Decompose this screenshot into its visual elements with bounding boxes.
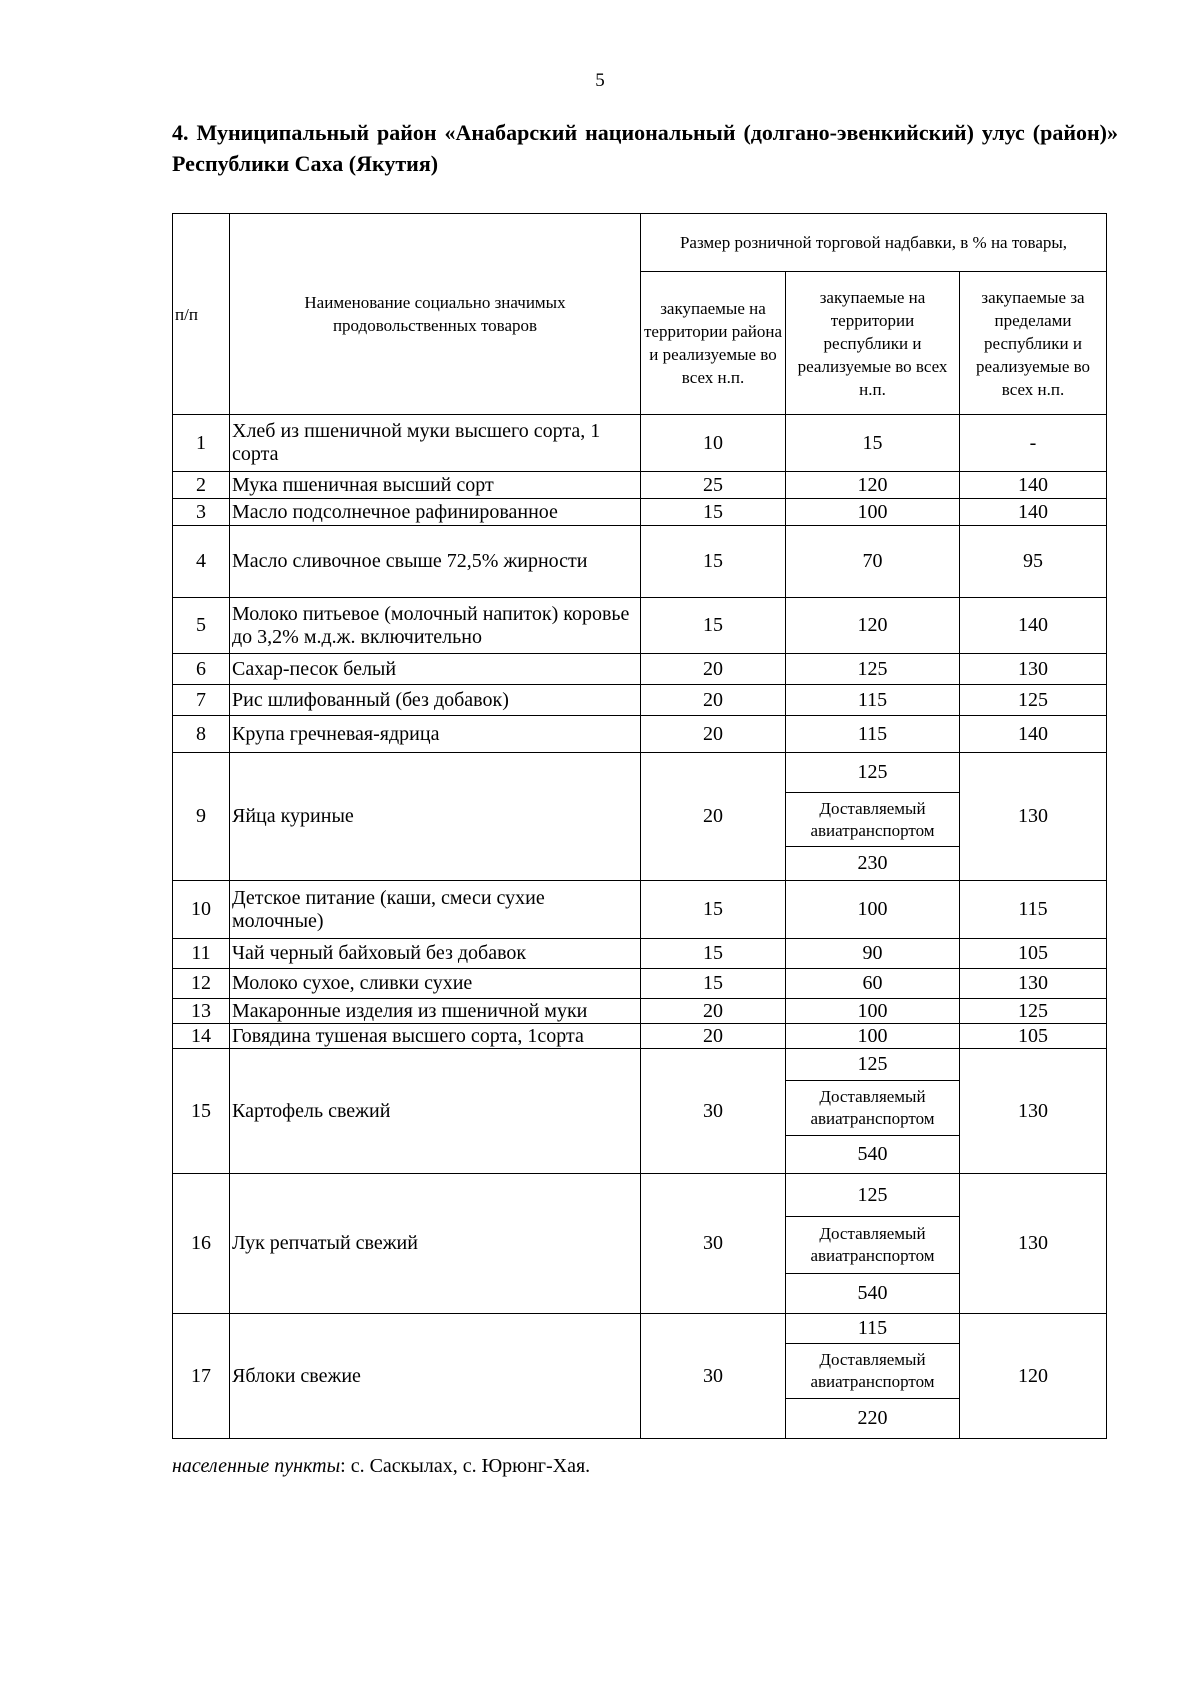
row-product-name: Масло сливочное свыше 72,5% жирности (230, 526, 641, 598)
row-product-name: Картофель свежий (230, 1049, 641, 1174)
row-value-outside: 130 (960, 753, 1107, 881)
row-value-outside: 130 (960, 1049, 1107, 1174)
row-value-district: 15 (641, 939, 786, 969)
markup-table-body (173, 214, 1107, 1439)
row-value-district: 20 (641, 654, 786, 685)
table-row (173, 472, 1107, 499)
table-header-row (173, 214, 1107, 272)
row-value-outside: 125 (960, 999, 1107, 1024)
row-value-district: 15 (641, 598, 786, 654)
row-number: 14 (173, 1024, 230, 1049)
header-col1: закупаемые на территории района и реализуемые во всех н.п. (641, 272, 786, 415)
row-value-republic: 120 (786, 472, 960, 499)
row-value-outside: 120 (960, 1314, 1107, 1439)
table-row (173, 654, 1107, 685)
row-value-outside: 115 (960, 881, 1107, 939)
row-product-name: Сахар-песок белый (230, 654, 641, 685)
table-row (173, 939, 1107, 969)
table-row (173, 999, 1107, 1024)
table-row (173, 753, 1107, 793)
row-air-delivery-label: Доставляемый авиатранспортом (786, 1344, 960, 1399)
row-product-name: Детское питание (каши, смеси сухие молочные) (230, 881, 641, 939)
row-product-name: Макаронные изделия из пшеничной муки (230, 999, 641, 1024)
table-row (173, 881, 1107, 939)
table-row (173, 1314, 1107, 1344)
table-row (173, 598, 1107, 654)
table-row (173, 499, 1107, 526)
row-number: 4 (173, 526, 230, 598)
row-value-outside: 95 (960, 526, 1107, 598)
row-air-delivery-label: Доставляемый авиатранспортом (786, 1217, 960, 1274)
row-value-republic: 90 (786, 939, 960, 969)
row-value-outside: - (960, 415, 1107, 472)
row-value-district: 20 (641, 685, 786, 716)
row-value-air-delivery: 220 (786, 1399, 960, 1439)
row-number: 17 (173, 1314, 230, 1439)
row-product-name: Крупа гречневая-ядрица (230, 716, 641, 753)
row-value-republic: 70 (786, 526, 960, 598)
header-name: Наименование социально значимых продовольственных товаров (230, 214, 641, 415)
row-value-republic: 125 (786, 1174, 960, 1217)
table-row (173, 415, 1107, 472)
row-product-name: Чай черный байховый без добавок (230, 939, 641, 969)
row-value-republic: 115 (786, 685, 960, 716)
row-value-district: 30 (641, 1049, 786, 1174)
row-value-district: 15 (641, 499, 786, 526)
row-value-district: 10 (641, 415, 786, 472)
row-value-republic: 100 (786, 999, 960, 1024)
row-number: 12 (173, 969, 230, 999)
row-product-name: Лук репчатый свежий (230, 1174, 641, 1314)
row-value-district: 20 (641, 999, 786, 1024)
row-value-air-delivery: 540 (786, 1136, 960, 1174)
table-row (173, 1049, 1107, 1081)
row-value-air-delivery: 230 (786, 847, 960, 881)
row-number: 1 (173, 415, 230, 472)
row-product-name: Масло подсолнечное рафинированное (230, 499, 641, 526)
row-value-republic: 15 (786, 415, 960, 472)
row-product-name: Говядина тушеная высшего сорта, 1сорта (230, 1024, 641, 1049)
row-product-name: Мука пшеничная высший сорт (230, 472, 641, 499)
row-product-name: Молоко сухое, сливки сухие (230, 969, 641, 999)
table-row (173, 526, 1107, 598)
row-value-outside: 140 (960, 499, 1107, 526)
row-product-name: Молоко питьевое (молочный напиток) коровье до 3,2% м.д.ж. включительно (230, 598, 641, 654)
row-value-district: 15 (641, 526, 786, 598)
header-col2: закупаемые на территории республики и реализуемые во всех н.п. (786, 272, 960, 415)
row-air-delivery-label: Доставляемый авиатранспортом (786, 1081, 960, 1136)
row-value-outside: 140 (960, 598, 1107, 654)
row-value-republic: 115 (786, 1314, 960, 1344)
table-row (173, 716, 1107, 753)
row-value-outside: 130 (960, 1174, 1107, 1314)
table-row (173, 1174, 1107, 1217)
row-product-name: Яйца куриные (230, 753, 641, 881)
row-value-republic: 60 (786, 969, 960, 999)
row-value-outside: 105 (960, 1024, 1107, 1049)
row-value-republic: 125 (786, 1049, 960, 1081)
row-number: 7 (173, 685, 230, 716)
row-air-delivery-label: Доставляемый авиатранспортом (786, 793, 960, 847)
row-value-republic: 115 (786, 716, 960, 753)
row-number: 13 (173, 999, 230, 1024)
row-number: 2 (173, 472, 230, 499)
header-num: п/п (173, 214, 230, 415)
table-row (173, 685, 1107, 716)
row-value-outside: 140 (960, 716, 1107, 753)
page-number: 5 (595, 70, 605, 91)
row-value-republic: 125 (786, 753, 960, 793)
row-value-district: 20 (641, 716, 786, 753)
row-value-outside: 125 (960, 685, 1107, 716)
table-row (173, 969, 1107, 999)
footer-label: населенные пункты (172, 1455, 341, 1477)
row-product-name: Хлеб из пшеничной муки высшего сорта, 1 сорта (230, 415, 641, 472)
row-product-name: Рис шлифованный (без добавок) (230, 685, 641, 716)
row-value-republic: 125 (786, 654, 960, 685)
row-value-outside: 105 (960, 939, 1107, 969)
row-value-district: 30 (641, 1174, 786, 1314)
row-number: 8 (173, 716, 230, 753)
header-group: Размер розничной торговой надбавки, в % на товары, (641, 214, 1107, 272)
row-number: 3 (173, 499, 230, 526)
footer-localities (172, 1455, 590, 1478)
row-value-republic: 100 (786, 881, 960, 939)
header-col3: закупаемые за пределами республики и реализуемые во всех н.п. (960, 272, 1107, 415)
table-row (173, 1024, 1107, 1049)
row-number: 5 (173, 598, 230, 654)
row-number: 10 (173, 881, 230, 939)
row-number: 9 (173, 753, 230, 881)
section-heading: 4. Муниципальный район «Анабарский национальный (долгано-эвенкийский) улус (район)» Республики Саха (Якутия) (172, 120, 1118, 176)
row-value-district: 15 (641, 969, 786, 999)
row-product-name: Яблоки свежие (230, 1314, 641, 1439)
row-value-outside: 130 (960, 654, 1107, 685)
row-value-district: 30 (641, 1314, 786, 1439)
row-value-outside: 140 (960, 472, 1107, 499)
row-value-air-delivery: 540 (786, 1274, 960, 1314)
row-value-outside: 130 (960, 969, 1107, 999)
markup-table (172, 213, 1107, 1439)
footer-text: : с. Саскылах, с. Юрюнг-Хая. (340, 1455, 591, 1477)
row-value-district: 20 (641, 753, 786, 881)
row-number: 15 (173, 1049, 230, 1174)
row-value-district: 15 (641, 881, 786, 939)
row-value-district: 20 (641, 1024, 786, 1049)
row-value-republic: 120 (786, 598, 960, 654)
row-value-district: 25 (641, 472, 786, 499)
row-number: 6 (173, 654, 230, 685)
row-number: 16 (173, 1174, 230, 1314)
row-value-republic: 100 (786, 1024, 960, 1049)
row-value-republic: 100 (786, 499, 960, 526)
row-number: 11 (173, 939, 230, 969)
